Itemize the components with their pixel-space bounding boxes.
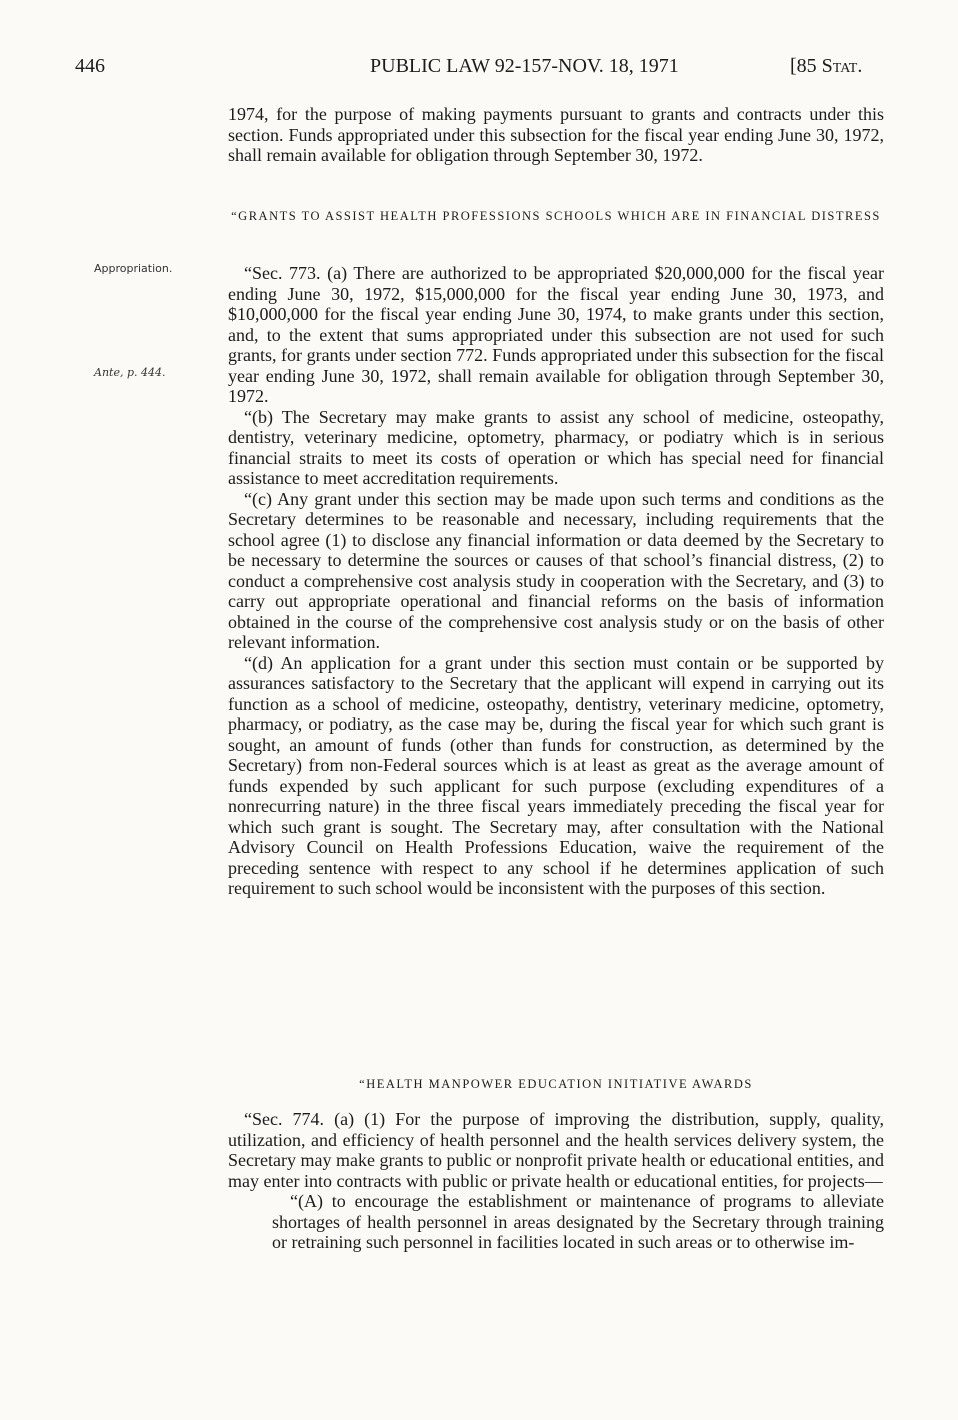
margin-note-appropriation: Appropriation.	[94, 262, 173, 275]
section-heading-773: “GRANTS TO ASSIST HEALTH PROFESSIONS SCHOOLS WHICH ARE IN FINANCIAL DISTRESS	[231, 209, 881, 223]
carryover-text: 1974, for the purpose of making payments pursuant to grants and contracts under this section. Funds appropriated under this subsection for the fiscal year ending June 30, 1972, shall remain available for obligation through September 30, 1972.	[228, 104, 884, 165]
carryover-paragraph	[228, 104, 884, 166]
section-773-a: “Sec. 773. (a) There are authorized to be appropriated $20,000,000 for the fiscal year ending June 30, 1972, $15,000,000 for the fiscal year ending June 30, 1973, and $10,000,000 for the fiscal year ending June 30, 1974, to make grants under this section, and, to the extent that sums appropriated under this subsection are not used for such grants, for grants under section 772. Funds appropriated under this subsection for the fiscal year ending June 30, 1972, shall remain available for obligation through September 30, 1972.	[228, 263, 884, 406]
section-774-a1-A: “(A) to encourage the establishment or maintenance of programs to alleviate shortages of health personnel in areas designated by the Secretary through training or retraining such personnel in facilities located in such areas or to otherwise im-	[272, 1191, 884, 1252]
section-773-d: “(d) An application for a grant under this section must contain or be supported by assurances satisfactory to the Secretary that the applicant will expend in carrying out its function as a school of medicine, osteopathy, dentistry, veterinary medicine, optometry, pharmacy, or podiatry, as the case may be, during the fiscal year for which such grant is sought, an amount of funds (other than funds for construction, as determined by the Secretary) from non-Federal sources which is at least as great as the average amount of funds expended by such applicant for such purpose (excluding expenditures of a nonrecurring nature) in the three fiscal years immediately preceding the fiscal year for which such grant is sought. The Secretary may, after consultation with the National Advisory Council on Health Professions Education, waive the requirement of the preceding sentence with respect to any school if he determines application of such requirement to such school would be inconsistent with the purposes of this section.	[228, 652, 884, 898]
section-774-a1: “Sec. 774. (a) (1) For the purpose of improving the distribution, supply, quality, utilization, and efficiency of health personnel and the health services delivery system, the Secretary may make grants to public or nonprofit private health or educational entities, and may enter into contracts with public or private health or educational entities, for projects—	[228, 1109, 884, 1191]
page-number: 446	[75, 55, 105, 77]
page-header	[0, 55, 958, 85]
section-773-c: “(c) Any grant under this section may be made upon such terms and conditions as the Secretary determines to be reasonable and necessary, including requirements that the school agree (1) to disclose any financial information or data deemed by the Secretary to be necessary to determine the sources or causes of that school’s financial distress, (2) to conduct a comprehensive cost analysis study in cooperation with the Secretary, and (3) to carry out appropriate operational and financial reforms on the basis of information obtained in the course of the comprehensive cost analysis study or on the basis of other relevant information.	[228, 488, 884, 652]
volume-reference: [85 Stat.	[790, 55, 863, 77]
running-title: PUBLIC LAW 92-157-NOV. 18, 1971	[370, 55, 679, 77]
section-774-body	[228, 1109, 884, 1253]
section-773-body	[228, 263, 884, 899]
section-773-b: “(b) The Secretary may make grants to assist any school of medicine, osteopathy, dentistry, veterinary medicine, optometry, pharmacy, or podiatry which is in serious financial straits to meet its costs of operation or which has special need for financial assistance to meet accreditation requirements.	[228, 406, 884, 488]
section-heading-774: “HEALTH MANPOWER EDUCATION INITIATIVE AWARDS	[359, 1077, 753, 1091]
margin-note-ante: Ante, p. 444.	[94, 366, 166, 379]
